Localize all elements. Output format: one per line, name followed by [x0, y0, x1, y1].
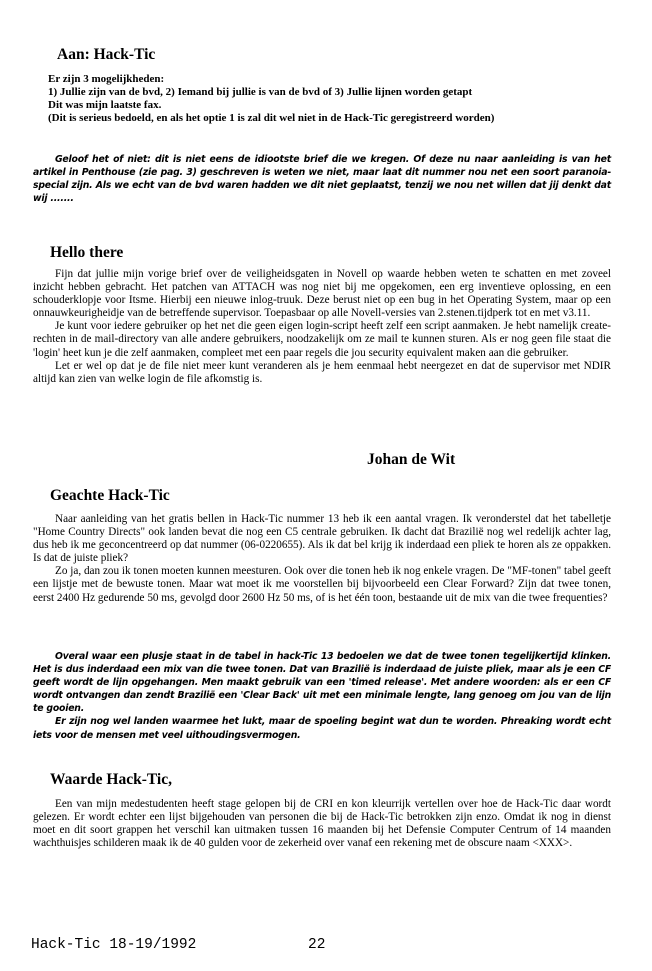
letter-paragraph: Je kunt voor iedere gebruiker op het net die geen eigen login-script heeft zelf een script aanmaken. Je hebt namelijk create-rechten in de mail-directory van alle andere gebruikers, noodzakelijk om ze mail te kunnen sturen. Als er nog geen file staat die 'login' heet kun je die zelf aanmaken, compleet met een paar regels die jou security equivalent maken aan die gebruiker.	[33, 320, 611, 359]
letter-paragraph: Zo ja, dan zou ik tonen moeten kunnen meesturen. Ook over die tonen heb ik nog enkele vragen. De "MF-tonen" tabel geeft een lijstje met de bewuste tonen. Maar wat moet ik me voorstellen bij bijvoorbeeld een Clear Forward? Zijn dat twee tonen, eerst 2400 Hz gedurende 50 ms, gevolgd door 2600 Hz 50 ms, of is het één toon, bestaande uit de mix van die twee frequenties?	[33, 565, 611, 604]
letter-line: (Dit is serieus bedoeld, en als het optie 1 is zal dit wel niet in de Hack-Tic geregistreerd worden)	[48, 112, 495, 125]
letter-heading: Geachte Hack-Tic	[50, 487, 170, 504]
reply-paragraph: Er zijn nog wel landen waarmee het lukt, maar de spoeling begint wat dun te worden. Phreaking wordt echt iets voor de mensen met veel uithoudingsvermogen.	[33, 716, 611, 741]
letter-heading: Hello there	[50, 244, 124, 261]
letter-line: Dit was mijn laatste fax.	[48, 99, 162, 112]
reply-paragraph: Overal waar een plusje staat in de tabel in hack-Tic 13 bedoelen we dat de twee tonen tegelijkertijd klinken. Het is dus inderdaad een mix van die twee tonen. Dat van Brazilië is inderdaad de juiste pliek, maar als je een CF geeft wordt de lijn opgehangen. Men maakt gebruik van een 'timed release'. Met andere woorden: als er een CF wordt ontvangen dan zendt Brazilië een 'Clear Back' uit met een minimale lengte, lang genoeg om jou van de lijn te gooien.	[33, 651, 611, 715]
editorial-reply	[33, 650, 611, 742]
letter-body	[33, 798, 611, 850]
page-number: 22	[308, 937, 326, 953]
letter-heading: Waarde Hack-Tic,	[50, 771, 172, 788]
letter-line: Er zijn 3 mogelijkheden:	[48, 73, 165, 85]
editorial-reply	[33, 153, 611, 205]
signature: Johan de Wit	[367, 451, 456, 468]
letter-paragraph: Let er wel op dat je de file niet meer kunt veranderen als je hem eenmaal hebt neergezet en dat de supervisor met NDIR altijd kan zien van welke login de file afkomstig is.	[33, 359, 611, 385]
letter-body	[33, 513, 611, 605]
letter-paragraph: Een van mijn medestudenten heeft stage gelopen bij de CRI en kon kleurrijk vertellen over hoe de Hack-Tic daar wordt gelezen. Er wordt echter een lijst bijgehouden van personen die bij de Hack-Tic betrokken zijn enzo. Omdat ik nog in dienst moet en dit soort grappen het verschil kan uitmaken tussen 16 maanden bij het Defensie Computer Centrum of 14 maanden wachthuisjes schilderen maak ik de 40 gulden voor de zekerheid over vanaf een rekening met de obscure naam <XXX>.	[33, 798, 611, 850]
letter-line: 1) Jullie zijn van de bvd, 2) Iemand bij jullie is van de bvd of 3) Jullie lijnen worden getapt	[48, 86, 473, 99]
letter-heading: Aan: Hack-Tic	[57, 46, 156, 63]
letter-body	[33, 268, 611, 386]
letter-paragraph: Naar aanleiding van het gratis bellen in Hack-Tic nummer 13 heb ik een aantal vragen. Ik veronderstel dat het tabelletje "Home Country Directs" ook landen bevat die nog een C5 centrale gebruiken. Ik dacht dat Brazilië nog wel redelijk achter lag, dus heb ik me geconcentreerd op dat nummer (06-0220655). Als ik dat bel krijg ik inderdaad een pliek te horen als ze oppakken. Is dat de juiste pliek?	[33, 513, 611, 565]
letter-paragraph: Fijn dat jullie mijn vorige brief over de veiligheidsgaten in Novell op waarde hebben weten te schatten en met zoveel inzicht hebben gebracht. Het patchen van ATTACH was nog niet bij me opgekomen, een erg inventieve oplossing, en een schouderklopje voor Itsme. Hierbij een nieuwe inlog-truuk. Deze berust niet op een bug in het Operating System, maar op een onnauwkeurigheidje van de betreffende supervisor. Toepasbaar op alle Novell-versies van 2.stenen.tijdperk tot en met v3.11.	[33, 268, 611, 320]
publication-footer: Hack-Tic 18-19/1992	[31, 937, 197, 953]
letter-body	[48, 73, 608, 125]
reply-paragraph: Geloof het of niet: dit is niet eens de idiootste brief die we kregen. Of deze nu naar aanleiding is van het artikel in Penthouse (zie pag. 3) geschreven is weten we niet, maar laat dit nummer nou net een soort paranoia-special zijn. Als we echt van de bvd waren hadden we dit niet geplaatst, tenzij we nou net willen dat jij denkt dat wij .......	[33, 154, 611, 205]
